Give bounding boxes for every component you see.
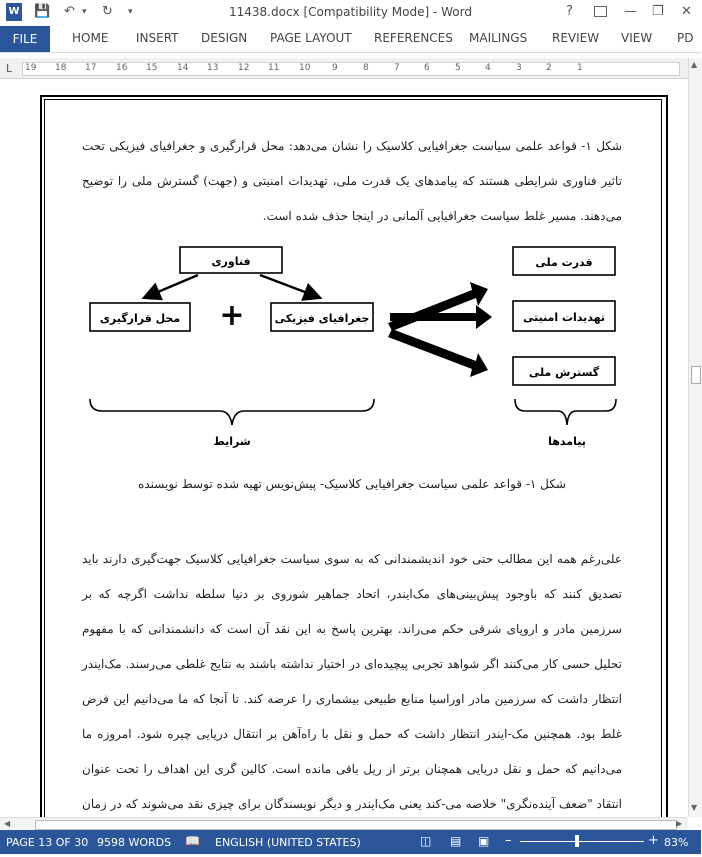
scroll-right-icon[interactable]: ▶	[676, 819, 683, 828]
horizontal-ruler[interactable]	[0, 58, 688, 79]
help-button[interactable]: ?	[566, 4, 573, 19]
conditions-label: شرایط	[213, 435, 251, 448]
ruler-tick: 18	[55, 63, 67, 73]
plus-sign: +	[219, 298, 245, 333]
tab-mailings[interactable]: MAILINGS	[469, 31, 528, 45]
proofing-icon[interactable]: 📖	[185, 834, 200, 848]
tab-references[interactable]: REFERENCES	[374, 31, 453, 45]
arrow-to-national-expansion	[388, 329, 488, 377]
ruler-tick: 3	[516, 63, 522, 73]
tab-view[interactable]: VIEW	[621, 31, 653, 45]
technology-to-geography-arrow	[260, 275, 318, 297]
tab-design[interactable]: DESIGN	[201, 31, 248, 45]
page-count[interactable]: PAGE 13 OF 30	[6, 836, 89, 849]
redo-icon[interactable]: ↻	[102, 4, 113, 19]
location-label: محل قرارگیری	[99, 312, 181, 325]
ruler-tick: 1	[577, 63, 583, 73]
undo-dropdown-icon[interactable]: ▾	[82, 7, 87, 17]
language-indicator[interactable]: ENGLISH (UNITED STATES)	[215, 836, 361, 849]
ruler-tick: 9	[332, 63, 338, 73]
ruler-tick: 12	[238, 63, 250, 73]
tab-pdf[interactable]: PD	[677, 31, 694, 45]
security-threats-label: تهدیدات امنیتی	[522, 311, 606, 324]
tab-page-layout[interactable]: PAGE LAYOUT	[270, 31, 352, 45]
ruler-tick: 4	[485, 63, 491, 73]
intro-paragraph[interactable]: شکل ۱- قواعد علمی سیاست جغرافیایی کلاسیک را نشان می‌دهد: محل قرارگیری و جغرافیای فیزیکی تحت تاثیر فناوری شرایطی هستند که پیامدهای یک قدرت ملی، تهدیدات امنیتی و (جهت) گسترش ملی را توضیح می‌دهند. مسیر غلط سیاست جغرافیایی آلمانی در اینجا حذف شده است.	[82, 139, 622, 223]
technology-label: فناوری	[211, 255, 251, 268]
save-icon[interactable]: 💾	[34, 4, 51, 19]
scroll-down-icon[interactable]: ▼	[691, 803, 698, 812]
tab-review[interactable]: REVIEW	[552, 31, 600, 45]
title-bar	[0, 0, 701, 26]
arrow-to-national-power	[388, 282, 488, 331]
ruler-tick: 5	[455, 63, 461, 73]
word-app-icon[interactable]: W	[6, 3, 22, 21]
ruler-tick: 11	[268, 63, 280, 73]
undo-icon[interactable]: ↶	[64, 4, 75, 19]
figure-caption[interactable]: شکل ۱- قواعد علمی سیاست جغرافیایی کلاسیک- پیش‌نویس تهیه شده توسط نویسنده	[138, 477, 566, 491]
ruler-tick: 13	[207, 63, 219, 73]
ruler-tick: 15	[146, 63, 158, 73]
restore-button[interactable]: ❐	[652, 4, 664, 19]
print-layout-icon[interactable]: ▤	[450, 834, 462, 848]
vertical-scroll-thumb[interactable]	[691, 366, 701, 384]
zoom-slider[interactable]	[520, 841, 644, 842]
physical-geography-label: جغرافیای فیزیکی	[274, 312, 370, 325]
word-count[interactable]: 9598 WORDS	[97, 836, 172, 849]
document-workspace[interactable]	[0, 79, 688, 817]
horizontal-scrollbar[interactable]	[0, 817, 688, 831]
minimize-button[interactable]: —	[624, 4, 637, 19]
ruler-tick: 10	[299, 63, 311, 73]
status-bar	[0, 830, 701, 854]
zoom-out-icon[interactable]: –	[505, 833, 512, 848]
ruler-tick: 6	[424, 63, 430, 73]
ruler-tick: 17	[85, 63, 97, 73]
ruler-tick: 14	[177, 63, 189, 73]
conditions-brace	[90, 399, 374, 425]
scroll-left-icon[interactable]: ◀	[4, 819, 11, 828]
ribbon-tabs	[0, 26, 701, 53]
close-button[interactable]: ✕	[681, 4, 692, 19]
ruler-tick: 16	[116, 63, 128, 73]
vertical-scrollbar[interactable]	[688, 58, 702, 817]
technology-to-location-arrow	[146, 275, 198, 297]
body-paragraph[interactable]: علی‌رغم همه این مطالب حتی خود اندیشمندانی که به سوی سیاست جغرافیایی کلاسیک جهت‌گیری دارند باید تصدیق کنند که باوجود پیش‌بینی‌های مک‌ایندر، اتحاد جماهیر شوروی بر دنیا سلطه نداشت اگرچه که بر سرزمین مادر و اروپای شرقی حکم می‌راند. بهترین پاسخ به این نقد آن است که دانشمندانی که با مفهوم تحلیل حسی کار می‌کنند اگر شواهد تجربی پیچیده‌ای در اختیار نداشته باشند به نتایج غلطی می‌رسند. مک‌ایندر انتظار داشت که سرزمین مادر اوراسیا منابع طبیعی بیشماری را عرضه کند. تا آنجا که ما می‌دانیم این فرض غلط بود. همچنین مک-ایندر انتظار داشت که حمل و نقل با راه‌آهن بر انتقال دریایی چیره شود. امروزه ما می‌دانیم که حمل و نقل دریایی همچنان برتر از ریل باقی مانده است. کالین گری این اهداف را تحت عنوان انتقاد "ضعف آینده‌نگری" خلاصه می-کند یعنی مک‌ایندر و دیگر نویسندگان برای چیزی نقد می‌شوند که در زمان	[82, 552, 622, 811]
file-tab[interactable]: FILE	[0, 26, 50, 52]
ruler-tick: 8	[363, 63, 369, 73]
ruler-tick: 2	[546, 63, 552, 73]
zoom-level[interactable]: 83%	[664, 836, 689, 849]
scroll-up-icon[interactable]: ▲	[691, 60, 698, 69]
ruler-tick: 19	[25, 63, 37, 73]
web-layout-icon[interactable]: ▣	[478, 834, 490, 848]
consequences-brace	[515, 399, 616, 425]
window-title: 11438.docx [Compatibility Mode] - Word	[229, 5, 472, 19]
zoom-in-icon[interactable]: +	[648, 833, 659, 848]
horizontal-scroll-thumb[interactable]	[35, 820, 677, 830]
customize-toolbar-icon[interactable]: ▾	[128, 7, 133, 17]
tab-home[interactable]: HOME	[72, 31, 109, 45]
ruler-tick: 7	[394, 63, 400, 73]
tab-insert[interactable]: INSERT	[136, 31, 179, 45]
read-mode-icon[interactable]: ◫	[420, 834, 432, 848]
ribbon-display-options-icon[interactable]	[594, 6, 607, 17]
national-power-label: قدرت ملی	[535, 256, 593, 269]
geopolitics-diagram	[80, 239, 640, 469]
zoom-slider-thumb[interactable]	[575, 835, 579, 847]
national-expansion-label: گسترش ملی	[528, 366, 600, 379]
ruler-scale	[22, 62, 680, 76]
consequences-label: پیامدها	[548, 435, 586, 448]
tab-stop-selector[interactable]: L	[6, 62, 13, 75]
